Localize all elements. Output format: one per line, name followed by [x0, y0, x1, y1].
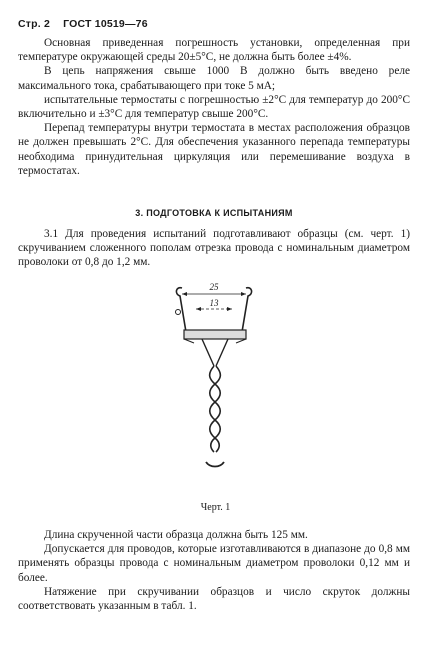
paragraph-tension: Натяжение при скручивании образцов и число скруток должны соответствовать указанным в табл. 1.: [18, 585, 410, 613]
paragraph-temperature-drop: Перепад температуры внутри термостата в местах расположения образцов не должен превышать 2°С. Для обеспечения указанного перепада температуры необходима принудительная циркуляция или перемешивание воздуха в термостатах.: [18, 122, 410, 177]
closing-text-block: [18, 528, 410, 613]
paragraph-3-1: 3.1 Для проведения испытаний подготавливают образцы (см. черт. 1) скручиванием сложенного пополам отрезка провода с номинальным диаметром проволоки от 0,8 до 1,2 мм.: [18, 228, 410, 269]
paragraph-thermostats: испытательные термостаты с погрешностью ±2°С для температур до 200°С включительно и ±3°С для температур свыше 200°С.: [18, 93, 410, 121]
paragraph-thin-wires: Допускается для проводов, которые изготавливаются в диапазоне до 0,8 мм применять образцы провода с номинальным диаметром проволоки 0,12 мм и более.: [18, 543, 410, 584]
paragraph-relay: В цепь напряжения свыше 1000 В должно быть введено реле максимального тока, срабатывающего при токе 5 мА;: [18, 65, 410, 92]
page-header: [18, 18, 158, 30]
figure-caption: Черт. 1: [200, 502, 231, 513]
sample-drawing: [150, 278, 290, 478]
standard-code: ГОСТ 10519—76: [63, 18, 148, 30]
wire-loop: [206, 462, 224, 467]
intro-text-block: [18, 36, 410, 178]
dimension-label-inner: 13: [209, 298, 219, 308]
paragraph-twist-length: Длина скрученной части образца должна быть 125 мм.: [44, 529, 308, 541]
paragraph-accuracy: Основная приведенная погрешность установки, определенная при температуре окружающей среды 20±5°С, не должна быть более ±4%.: [18, 37, 410, 64]
dimension-label-outer: 25: [209, 282, 219, 292]
page-number: Стр. 2: [18, 18, 51, 30]
holder-plate: [184, 330, 246, 339]
section-heading: 3. ПОДГОТОВКА К ИСПЫТАНИЯМ: [135, 208, 293, 218]
hook-eye: [176, 310, 181, 315]
section-text-block: [18, 227, 410, 270]
